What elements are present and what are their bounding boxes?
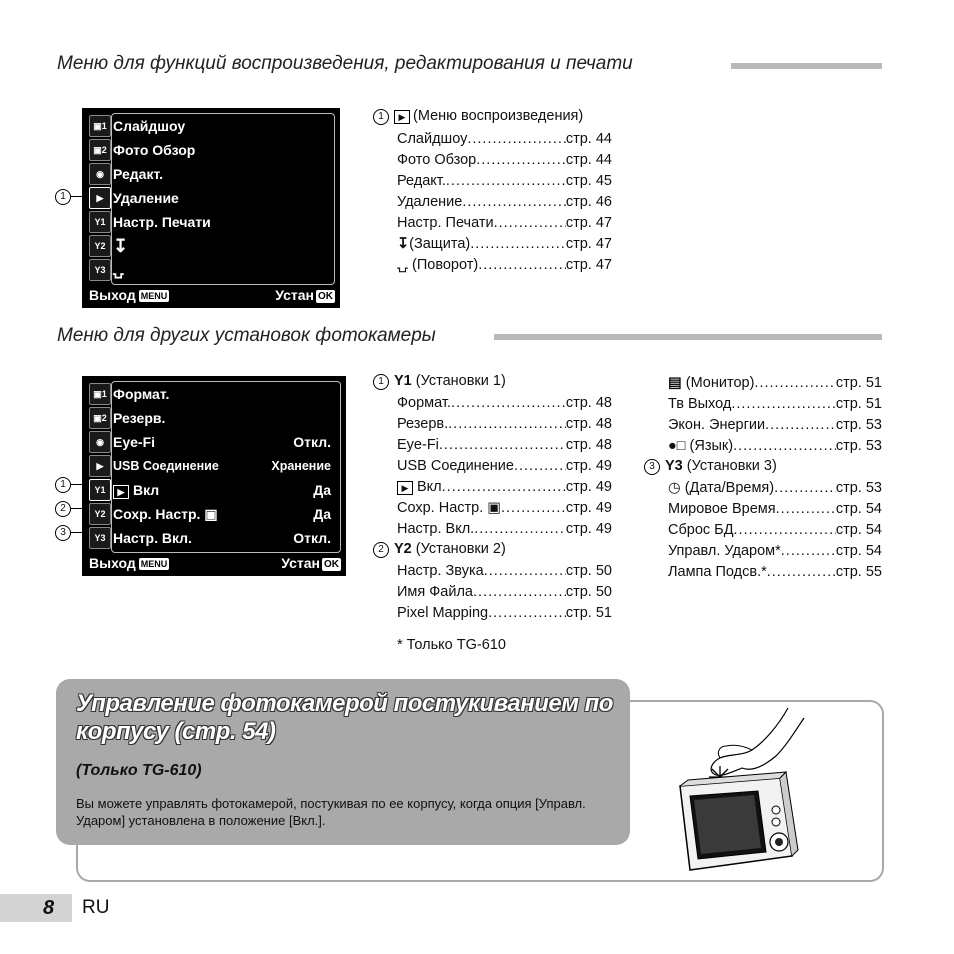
index-entry: Настр. Звука ..... стр. 50 [397, 561, 612, 582]
info-subtitle: (Только TG-610) [76, 762, 202, 779]
playback-menu-screen [82, 108, 340, 308]
camera-icon: ▣ [487, 500, 501, 516]
setup2-tab-icon[interactable]: Y2 [89, 235, 111, 257]
menu-button-icon: MENU [140, 291, 168, 301]
callout-3: 3 [55, 525, 71, 541]
camera-icon: ▣ [204, 506, 218, 522]
setup-menu-screen [82, 376, 346, 576]
index-entry: Резерв. ..... стр. 48 [397, 414, 612, 435]
footnote: * Только TG-610 [397, 637, 506, 653]
index-entry: Лампа Подсв.* ..... стр. 55 [668, 562, 882, 583]
playback-icon: ▶ [394, 110, 410, 124]
index-entry: Имя Файла ..... стр. 50 [397, 582, 612, 603]
menu-item-format[interactable]: Формат. [113, 386, 170, 402]
index-entry: Сброс БД ..... стр. 54 [668, 520, 882, 541]
setup2-tab-icon[interactable]: Y2 [89, 503, 111, 525]
index-entry: Фото Обзор ..... стр. 44 [397, 150, 612, 171]
callout-2: 2 [55, 501, 71, 517]
setup1-tab-icon[interactable]: Y1 [89, 211, 111, 233]
callout-1: 1 [55, 189, 71, 205]
key-icon: ↧ [113, 236, 129, 256]
menu-item-play-on[interactable]: ▶ Вкл Да [113, 479, 339, 502]
setup3-icon: Y3 [665, 458, 687, 474]
index-head-setup1: 1 Y1 (Установки 1) [373, 373, 506, 390]
index-entry: Настр. Печати ..... стр. 47 [397, 213, 612, 234]
menu-item-protect[interactable] [113, 235, 333, 258]
playback-icon: ▶ [397, 481, 413, 495]
camera-tap-illustration [668, 706, 808, 874]
callout-line [71, 508, 89, 509]
index-entry: Экон. Энергии ..... стр. 53 [668, 415, 882, 436]
ok-button-icon: OK [318, 291, 333, 302]
back-hint: Выход MENU [89, 555, 168, 571]
page-number: 8 [43, 897, 55, 919]
index-entry: Eye-Fi ..... стр. 48 [397, 435, 612, 456]
callout-line [71, 484, 89, 485]
section-rule [731, 63, 882, 69]
menu-item-photo-review[interactable]: Фото Обзор [113, 142, 196, 158]
section-title-playback: Меню для функций воспроизведения, редактирования и печати [57, 53, 633, 74]
index-entry: Формат. ..... стр. 48 [397, 393, 612, 414]
setup1-icon: Y1 [394, 373, 416, 389]
section-title-setup: Меню для других установок фотокамеры [57, 325, 436, 346]
screen-footer [83, 551, 345, 575]
movie-tab-icon[interactable]: ◉ [89, 163, 111, 185]
menu-item-backup[interactable]: Резерв. [113, 410, 166, 426]
setup3-tab-icon[interactable]: Y3 [89, 259, 111, 281]
menu-item-edit[interactable]: Редакт. [113, 166, 163, 182]
index-entry: ▶ Вкл ..... стр. 49 [397, 477, 612, 498]
index-head-playback: 1 ▶ (Меню воспроизведения) [373, 108, 583, 125]
index-entry: Удаление ..... стр. 46 [397, 192, 612, 213]
rotate-icon: ⍽ [113, 262, 124, 278]
index-entry: Pixel Mapping ..... стр. 51 [397, 603, 612, 624]
setup1-tab-icon[interactable]: Y1 [89, 479, 111, 501]
info-title: Управление фотокамерой постукиванием по корпусу (стр. 54) [76, 690, 613, 745]
menu-button-icon: MENU [140, 559, 168, 569]
set-hint: Устан OK [275, 287, 333, 303]
index-entry: Мировое Время ..... стр. 54 [668, 499, 882, 520]
menu-item-power-on[interactable]: Настр. Вкл. Откл. [113, 530, 331, 546]
callout-line [71, 196, 89, 197]
menu-item-usb[interactable]: USB Соединение Хранение [113, 459, 331, 473]
menu-item-print-order[interactable]: Настр. Печати [113, 214, 211, 230]
index-entry: ◷ (Дата/Время) ..... стр. 53 [668, 478, 882, 499]
callout-line [71, 532, 89, 533]
setup3-tab-icon[interactable]: Y3 [89, 527, 111, 549]
index-entry: ▤ (Монитор) ..... стр. 51 [668, 373, 882, 394]
index-entry: ↧(Защита) ..... стр. 47 [397, 234, 612, 255]
index-entry: USB Соединение ..... стр. 49 [397, 456, 612, 477]
ok-button-icon: OK [324, 559, 339, 570]
protect-icon: ↧ [397, 236, 410, 252]
index-entry: Сохр. Настр. ▣ ..... стр. 49 [397, 498, 612, 519]
language-code: RU [82, 897, 110, 918]
index-entry: Редакт. ..... стр. 45 [397, 171, 612, 192]
info-body: Вы можете управлять фотокамерой, постукивая по ее корпусу, когда опция [Управл. Ударом] установлена в положение [Вкл.]. [76, 796, 586, 828]
index-entry: Слайдшоу ..... стр. 44 [397, 129, 612, 150]
index-entry: Тв Выход ..... стр. 51 [668, 394, 882, 415]
index-entry: ⍽ (Поворот) ..... стр. 47 [397, 255, 612, 276]
index-entry: ●□ (Язык) ..... стр. 53 [668, 436, 882, 457]
menu-item-rotate[interactable] [113, 259, 333, 282]
menu-item-slideshow[interactable]: Слайдшоу [113, 118, 186, 134]
clock-icon: ◷ [668, 480, 685, 496]
movie-tab-icon[interactable]: ◉ [89, 431, 111, 453]
index-head-setup2: 2 Y2 (Установки 2) [373, 541, 506, 558]
camera1-tab-icon[interactable]: ▣1 [89, 383, 111, 405]
camera2-tab-icon[interactable]: ▣2 [89, 407, 111, 429]
setup2-icon: Y2 [394, 541, 416, 557]
playback-tab-icon[interactable]: ▶ [89, 455, 111, 477]
callout-1: 1 [55, 477, 71, 493]
menu-item-erase[interactable]: Удаление [113, 190, 179, 206]
set-hint: Устан OK [281, 555, 339, 571]
index-entry: Управл. Ударом* ..... стр. 54 [668, 541, 882, 562]
menu-item-eyefi[interactable]: Eye-Fi Откл. [113, 434, 331, 450]
back-hint: Выход MENU [89, 287, 168, 303]
index-head-setup3: 3 Y3 (Установки 3) [644, 458, 777, 475]
rotate-icon: ⍽ [397, 257, 413, 273]
section-rule [494, 334, 882, 340]
index-entry: Настр. Вкл. ..... стр. 49 [397, 519, 612, 540]
language-icon: ●□ [668, 438, 690, 454]
playback-icon: ▶ [113, 485, 129, 499]
playback-tab-icon[interactable]: ▶ [89, 187, 111, 209]
monitor-icon: ▤ [668, 375, 686, 391]
page-number-tab [0, 894, 72, 922]
screen-footer [83, 283, 339, 307]
menu-item-save-settings[interactable]: Сохр. Настр. ▣ Да [113, 506, 331, 522]
camera1-tab-icon[interactable]: ▣1 [89, 115, 111, 137]
camera2-tab-icon[interactable]: ▣2 [89, 139, 111, 161]
